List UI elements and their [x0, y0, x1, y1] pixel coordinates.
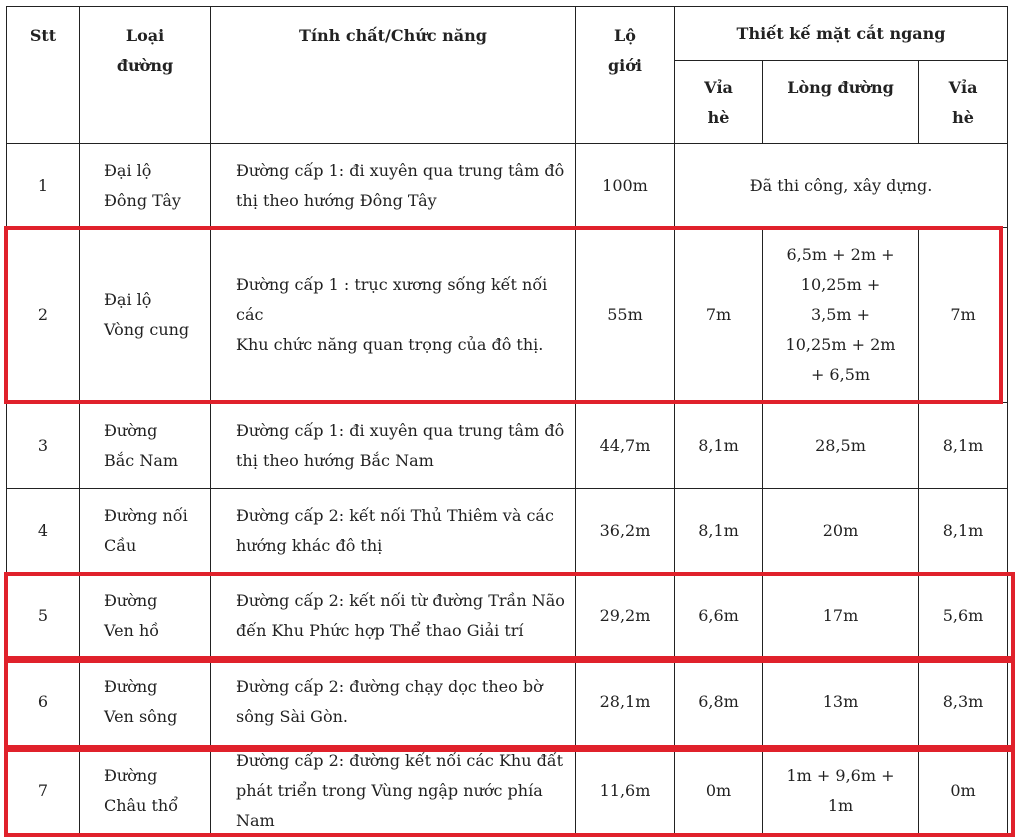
stt-cell: 3	[7, 403, 80, 489]
description-cell: Đường cấp 2: đường kết nối các Khu đất phát triển trong Vùng ngập nước phía Nam	[211, 746, 576, 837]
road-name-cell: Đường Ven sông	[80, 659, 211, 746]
lo-gioi-cell: 28,1m	[576, 659, 675, 746]
long-duong-cell: 17m	[763, 573, 919, 659]
header-via-he-right: Vỉa hè	[919, 61, 1008, 144]
via-he-right-cell: 8,1m	[919, 403, 1008, 489]
lo-gioi-cell: 29,2m	[576, 573, 675, 659]
header-thiet-ke: Thiết kế mặt cắt ngang	[675, 7, 1008, 61]
header-stt: Stt	[7, 7, 80, 144]
road-name-cell: Đại lộ Vòng cung	[80, 228, 211, 403]
via-he-left-cell: 8,1m	[675, 403, 763, 489]
long-duong-cell: 28,5m	[763, 403, 919, 489]
long-duong-cell: 1m + 9,6m + 1m	[763, 746, 919, 837]
description-cell: Đường cấp 2: kết nối từ đường Trần Não đến Khu Phức hợp Thể thao Giải trí	[211, 573, 576, 659]
table-row	[7, 228, 1008, 403]
stt-cell: 1	[7, 144, 80, 228]
lo-gioi-cell: 100m	[576, 144, 675, 228]
description-cell: Đường cấp 1 : trục xương sống kết nối các Khu chức năng quan trọng của đô thị.	[211, 228, 576, 403]
via-he-left-cell: 0m	[675, 746, 763, 837]
stt-cell: 7	[7, 746, 80, 837]
lo-gioi-cell: 36,2m	[576, 489, 675, 573]
stt-cell: 6	[7, 659, 80, 746]
description-cell: Đường cấp 2: đường chạy dọc theo bờ sông Sài Gòn.	[211, 659, 576, 746]
via-he-left-cell: 8,1m	[675, 489, 763, 573]
via-he-right-cell: 0m	[919, 746, 1008, 837]
table-row	[7, 489, 1008, 573]
via-he-left-cell: 7m	[675, 228, 763, 403]
merged-status-cell: Đã thi công, xây dựng.	[675, 144, 1008, 228]
via-he-right-cell: 8,1m	[919, 489, 1008, 573]
road-name-cell: Đường Bắc Nam	[80, 403, 211, 489]
header-long-duong: Lòng đường	[763, 61, 919, 144]
table-row	[7, 746, 1008, 837]
description-cell: Đường cấp 2: kết nối Thủ Thiêm và các hướng khác đô thị	[211, 489, 576, 573]
road-table	[6, 6, 1008, 837]
road-name-cell: Đường nối Cầu	[80, 489, 211, 573]
header-via-he-left: Vỉa hè	[675, 61, 763, 144]
long-duong-cell: 13m	[763, 659, 919, 746]
via-he-left-cell: 6,6m	[675, 573, 763, 659]
lo-gioi-cell: 44,7m	[576, 403, 675, 489]
road-name-cell: Đại lộ Đông Tây	[80, 144, 211, 228]
via-he-left-cell: 6,8m	[675, 659, 763, 746]
via-he-right-cell: 5,6m	[919, 573, 1008, 659]
stt-cell: 4	[7, 489, 80, 573]
lo-gioi-cell: 55m	[576, 228, 675, 403]
road-name-cell: Đường Châu thổ	[80, 746, 211, 837]
long-duong-cell: 6,5m + 2m + 10,25m + 3,5m + 10,25m + 2m + 6,5m	[763, 228, 919, 403]
description-cell: Đường cấp 1: đi xuyên qua trung tâm đô thị theo hướng Bắc Nam	[211, 403, 576, 489]
header-tinh-chat: Tính chất/Chức năng	[211, 7, 576, 144]
table-row	[7, 573, 1008, 659]
stt-cell: 2	[7, 228, 80, 403]
long-duong-cell: 20m	[763, 489, 919, 573]
header-loai-duong: Loại đường	[80, 7, 211, 144]
header-lo-gioi: Lộ giới	[576, 7, 675, 144]
lo-gioi-cell: 11,6m	[576, 746, 675, 837]
via-he-right-cell: 8,3m	[919, 659, 1008, 746]
description-cell: Đường cấp 1: đi xuyên qua trung tâm đô thị theo hướng Đông Tây	[211, 144, 576, 228]
via-he-right-cell: 7m	[919, 228, 1008, 403]
stt-cell: 5	[7, 573, 80, 659]
table-row	[7, 659, 1008, 746]
road-name-cell: Đường Ven hồ	[80, 573, 211, 659]
table-row	[7, 403, 1008, 489]
table-row	[7, 144, 1008, 228]
